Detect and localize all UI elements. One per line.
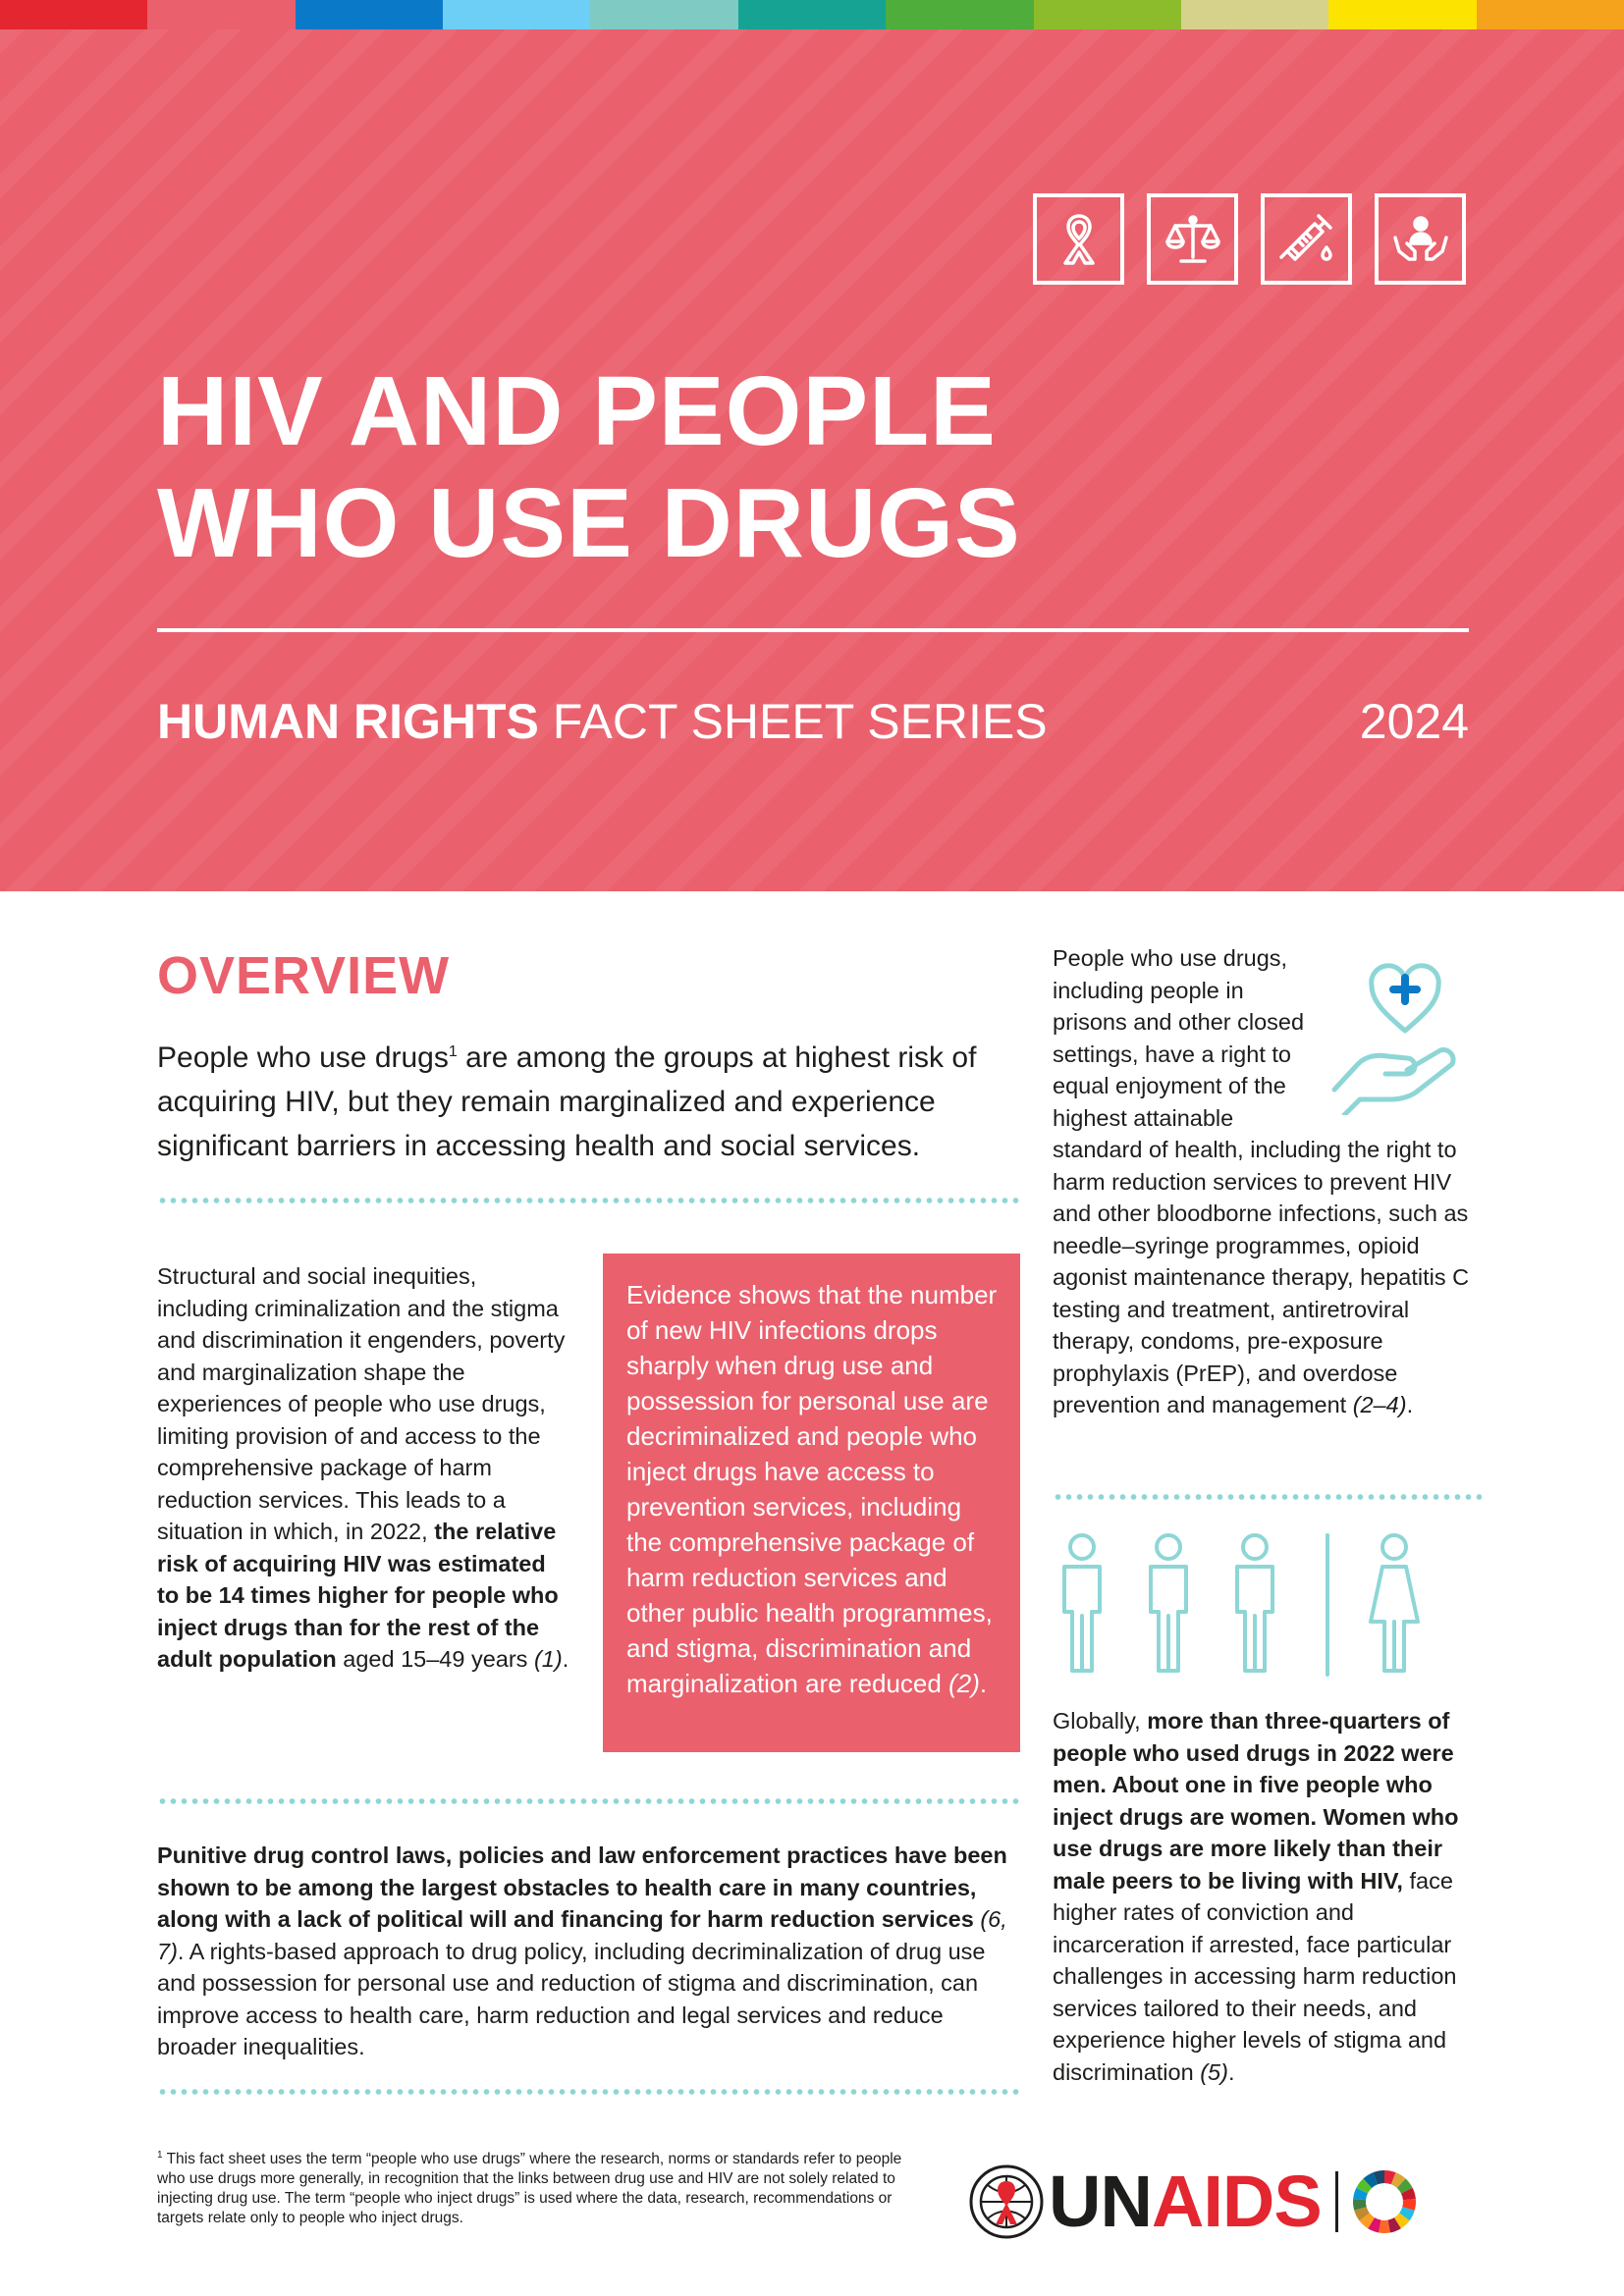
stripe-segment-8 <box>1034 0 1181 29</box>
protected-person-icon <box>1375 193 1466 285</box>
woman-figure <box>1371 1535 1418 1671</box>
citation: (6, 7) <box>157 1906 1007 1964</box>
series-label-light: FACT SHEET SERIES <box>538 694 1048 749</box>
stripe-segment-10 <box>1328 0 1476 29</box>
stripe-segment-2 <box>147 0 295 29</box>
structural-inequities-text <box>157 1260 569 1676</box>
citation: (1) <box>533 1646 563 1672</box>
stripe-segment-1 <box>0 0 147 29</box>
ribbon-icon <box>1033 193 1124 285</box>
stripe-segment-7 <box>886 0 1033 29</box>
stripe-segment-9 <box>1181 0 1328 29</box>
man-figure-1 <box>1064 1535 1100 1671</box>
structural-bold: the relative risk of acquiring HIV was estimated to be 14 times higher for people who inject drugs than for the rest of the adult population <box>157 1519 559 1672</box>
evidence-callout <box>603 1254 1020 1752</box>
evidence-end: . <box>979 1669 988 1698</box>
un-emblem-icon <box>968 2163 1045 2240</box>
header-divider <box>157 628 1469 632</box>
intro-text-end: are among the groups at highest risk of acquiring HIV, but they remain marginalized and experience significant barriers in accessing health and social services. <box>157 1041 977 1162</box>
series-label-bold: HUMAN RIGHTS <box>157 694 539 749</box>
series-label <box>157 692 1048 751</box>
overview-heading: OVERVIEW <box>157 946 451 1005</box>
publication-year: 2024 <box>1359 694 1469 749</box>
men-women-people-icon <box>1053 1531 1455 1679</box>
right-to-health-text <box>1053 942 1485 1421</box>
globally-lead: Globally, <box>1053 1708 1148 1734</box>
justice-scales-icon <box>1147 193 1238 285</box>
wordmark-aids: AIDS <box>1151 2161 1322 2242</box>
stripe-segment-6 <box>738 0 886 29</box>
intro-text-start: People who use drugs <box>157 1041 449 1074</box>
overview-intro <box>157 1036 1021 1168</box>
footnote <box>157 2150 908 2228</box>
footnote-text: This fact sheet uses the term “people who use drugs” where the research, norms or standards refer to people who use drugs more generally, in recognition that the links between drug use and HIV are not solely related to injecting drug use. The term “people who inject drugs” is used where the data, research, recommendations or targets relate only to people who inject drugs. <box>157 2151 902 2226</box>
sdg-wheel-icon <box>1352 2169 1417 2234</box>
unaids-wordmark <box>1049 2161 1322 2242</box>
globally-end: . <box>1227 2058 1235 2085</box>
rights-end: . <box>1406 1392 1414 1417</box>
structural-body: Structural and social inequities, including criminalization and the stigma and discrimination it engenders, poverty and marginalization shape the experiences of people who use drugs, limiting provision of and access to the comprehensive package of harm reduction services. This leads to a situation in which, in 2022, <box>157 1263 566 1544</box>
punitive-bold: Punitive drug control laws, policies and law enforcement practices have been shown to be among the largest obstacles to health care in many countries, along with a lack of political will and financing for harm reduction services <box>157 1842 1007 1932</box>
citation: (5) <box>1200 2058 1228 2085</box>
gender-statistics-text <box>1053 1705 1485 2088</box>
stripe-segment-11 <box>1477 0 1624 29</box>
punitive-body: . A rights-based approach to drug policy, including decriminalization of drug use and possession for personal use and reduction of stigma and discrimination, can improve access to health care, harm reduction and legal services and reduce broader inequalities. <box>157 1938 986 2059</box>
unaids-logo <box>968 2158 1417 2246</box>
man-figure-2 <box>1151 1535 1186 1671</box>
punitive-laws-text <box>157 1840 1021 2063</box>
color-stripe-bar <box>0 0 1624 29</box>
citation: (2–4) <box>1352 1392 1407 1417</box>
globally-bold: more than three-quarters of people who used drugs in 2022 were men. About one in five people who inject drugs are women. Women who use drugs are more likely than their male peers to be living with HIV, <box>1053 1708 1459 1894</box>
rights-body: People who use drugs, including people in prisons and other closed settings, have a right to equal enjoyment of the highest attainable standard of health, including the right to harm reduction services to prevent HIV and other bloodborne infections, such as needle–syringe programmes, opioid agonist maintenance therapy, hepatitis C testing and treatment, antiretroviral therapy, condoms, pre-exposure prophylaxis (PrEP), and overdose prevention and management <box>1053 945 1470 1417</box>
dotted-divider <box>157 1798 1021 1804</box>
header-banner <box>0 29 1624 891</box>
structural-end: . <box>562 1646 569 1672</box>
icon-float-spacer <box>1322 942 1485 1111</box>
stripe-segment-5 <box>590 0 737 29</box>
syringe-icon <box>1261 193 1352 285</box>
footnote-ref: 1 <box>448 1043 458 1060</box>
dotted-divider <box>157 2089 1021 2095</box>
footnote-number: 1 <box>157 2149 163 2161</box>
stripe-segment-4 <box>443 0 590 29</box>
dotted-divider <box>157 1198 1021 1203</box>
page-title <box>157 355 1384 579</box>
structural-after: aged 15–49 years <box>336 1646 534 1672</box>
title-line-2: WHO USE DRUGS <box>157 468 1021 578</box>
stripe-segment-3 <box>296 0 443 29</box>
dotted-divider <box>1053 1494 1485 1500</box>
header-icon-row <box>1033 193 1466 285</box>
title-line-1: HIV AND PEOPLE <box>157 356 997 466</box>
globally-body: face higher rates of conviction and incarceration if arrested, face particular challenges in accessing harm reduction services tailored to their needs, and experience higher levels of stigma and discrimination <box>1053 1867 1457 2085</box>
logo-divider <box>1335 2171 1338 2232</box>
evidence-text: Evidence shows that the number of new HIV infections drops sharply when drug use and possession for personal use are decriminalized and people who inject drugs have access to prevention services, including the comprehensive package of harm reduction services and other public health programmes, and stigma, discrimination and marginalization are reduced <box>626 1280 998 1698</box>
man-figure-3 <box>1237 1535 1272 1671</box>
wordmark-un: UN <box>1049 2161 1152 2242</box>
citation: (2) <box>948 1669 980 1698</box>
